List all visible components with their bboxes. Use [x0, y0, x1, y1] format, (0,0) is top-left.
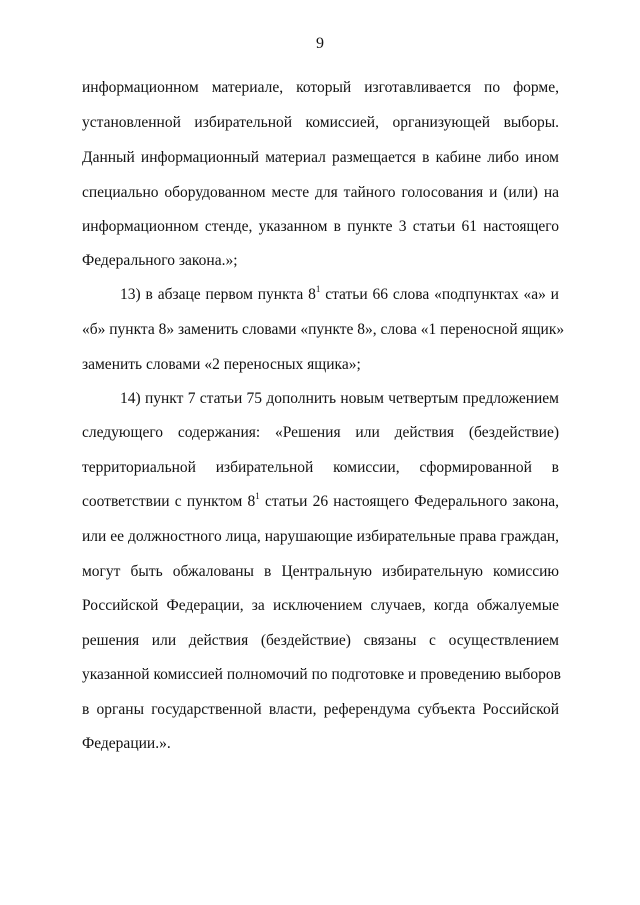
- text-line: Федерации.».: [82, 735, 171, 752]
- text-line: информационном материале, который изготавливается по форме,: [82, 79, 559, 96]
- list-item-13-first-line: [120, 285, 559, 305]
- superscript: 1: [255, 490, 260, 501]
- text-line: Федерального закона.»;: [82, 252, 238, 269]
- text-segment: соответствии с пунктом 8: [82, 493, 256, 510]
- text-line: могут быть обжалованы в Центральную избирательную комиссию: [82, 563, 559, 580]
- text-segment: статьи 26 настоящего Федерального закона,: [259, 493, 559, 510]
- text-line: или ее должностного лица, нарушающие избирательные права граждан,: [82, 528, 559, 545]
- text-line: заменить словами «2 переносных ящика»;: [82, 356, 361, 373]
- text-line-with-superscript: [82, 492, 559, 512]
- text-line: решения или действия (бездействие) связаны с осуществлением: [82, 632, 559, 649]
- text-line: специально оборудованном месте для тайного голосования и (или) на: [82, 184, 559, 201]
- text-line: Российской Федерации, за исключением случаев, когда обжалуемые: [82, 597, 559, 614]
- text-segment: 13) в абзаце первом пункта 8: [120, 286, 316, 303]
- text-line: в органы государственной власти, референдума субъекта Российской: [82, 701, 559, 718]
- text-line: информационном стенде, указанном в пункте 3 статьи 61 настоящего: [82, 218, 559, 235]
- text-line: указанной комиссией полномочий по подготовке и проведению выборов: [82, 666, 561, 683]
- text-line: установленной избирательной комиссией, организующей выборы.: [82, 114, 559, 131]
- text-segment: статьи 66 слова «подпунктах «а» и: [320, 286, 559, 303]
- text-line: следующего содержания: «Решения или действия (бездействие): [82, 424, 559, 441]
- list-item-14-first-line: 14) пункт 7 статьи 75 дополнить новым четвертым предложением: [120, 390, 559, 407]
- superscript: 1: [315, 283, 321, 294]
- text-line: территориальной избирательной комиссии, сформированной в: [82, 459, 559, 476]
- text-line: Данный информационный материал размещается в кабине либо ином: [82, 149, 559, 166]
- text-line: «б» пункта 8» заменить словами «пункте 8», слова «1 переносной ящик»: [82, 321, 565, 338]
- page-number: 9: [316, 35, 324, 52]
